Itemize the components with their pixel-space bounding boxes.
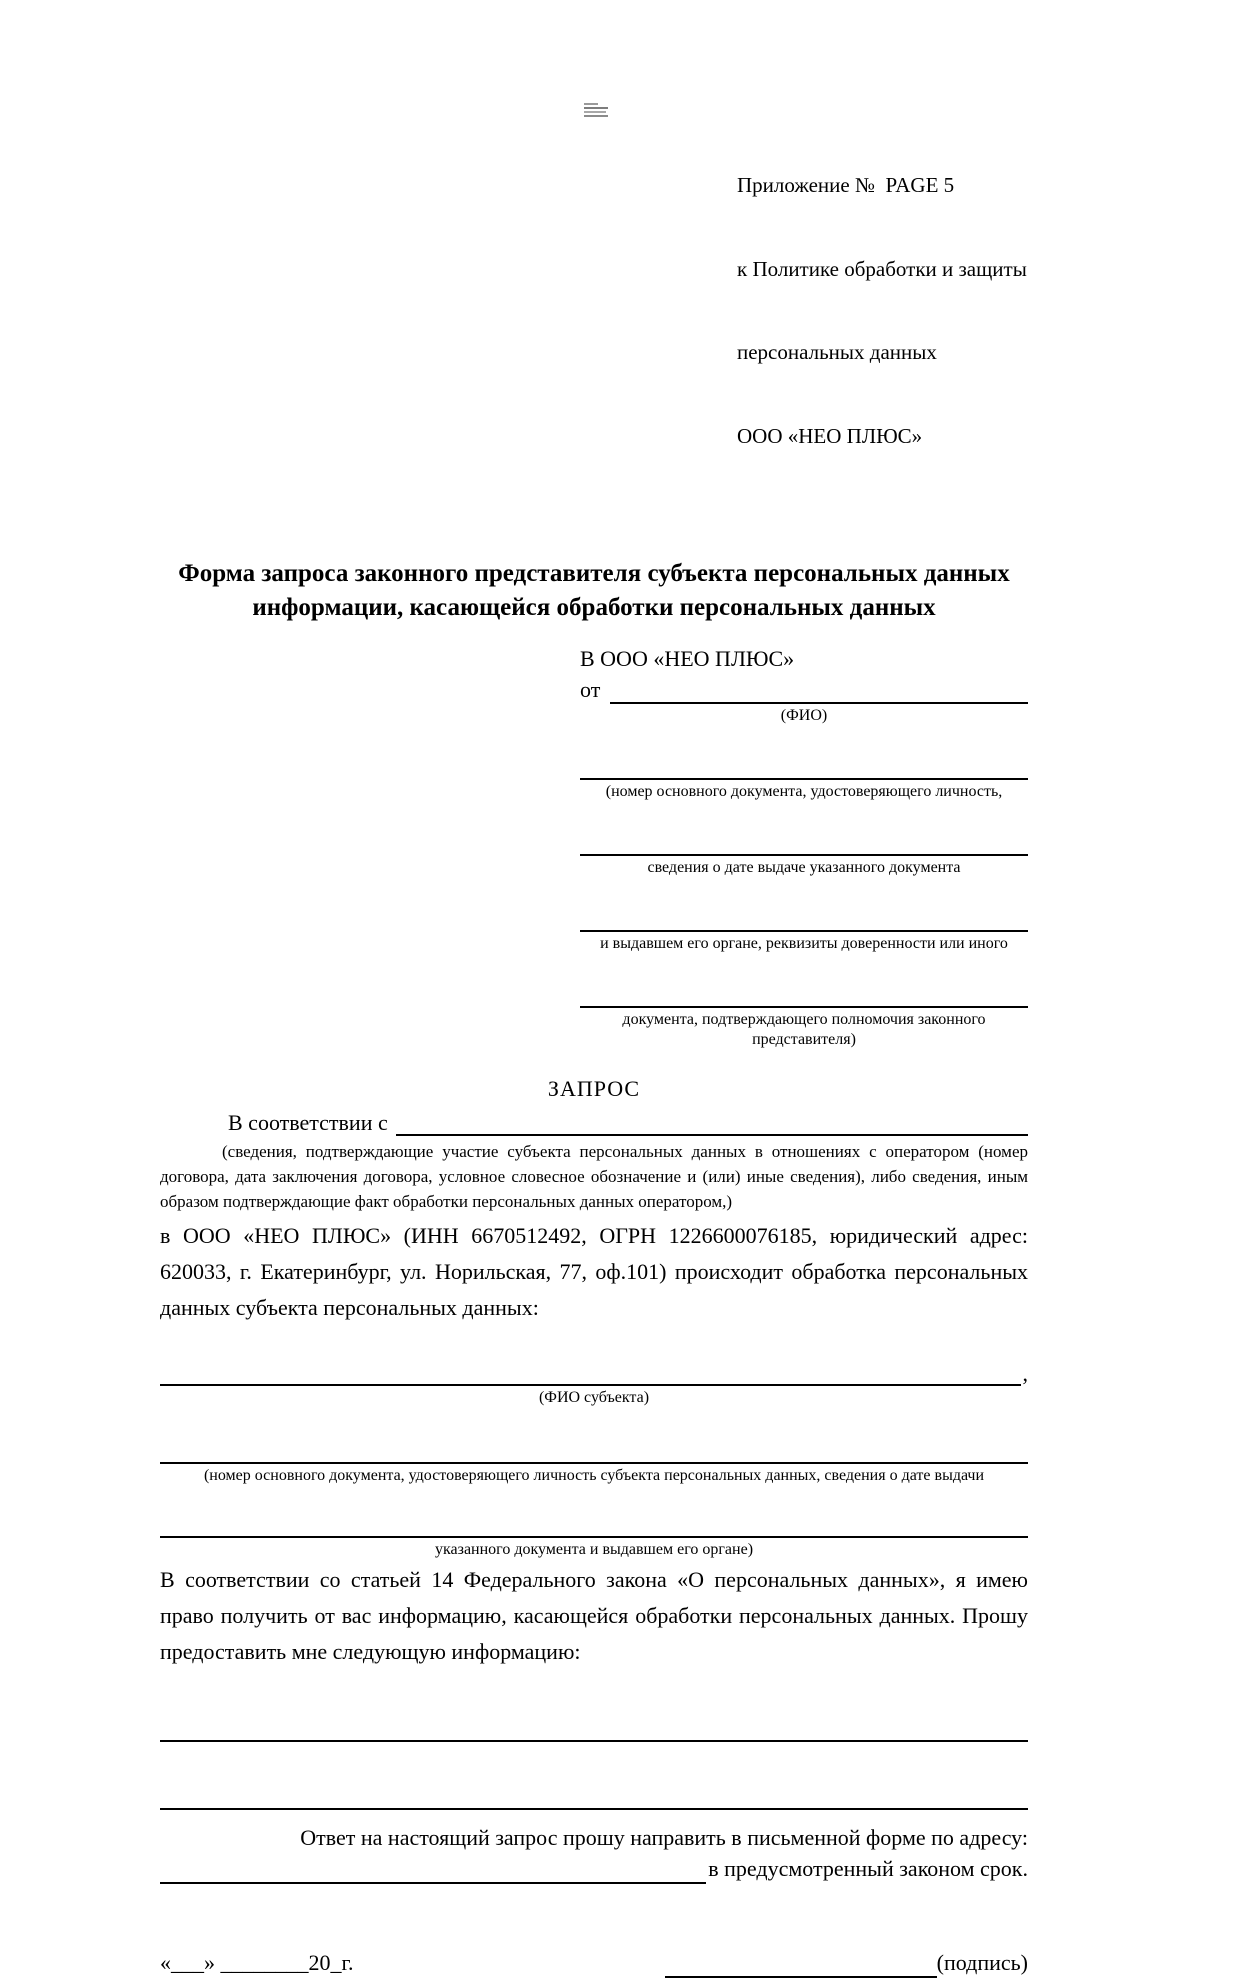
annex-header-line: к Политике обработки и защиты	[737, 256, 1027, 281]
annex-header-line: ООО «НЕО ПЛЮС»	[737, 424, 923, 449]
requested-info-blank-line-1	[160, 1716, 1028, 1742]
from-label: от	[580, 676, 601, 702]
annex-header-line: Приложение № PAGE 5	[737, 172, 955, 197]
document-content	[160, 96, 1028, 1978]
accordance-blank-line	[396, 1110, 1028, 1136]
subject-document-blank-line	[160, 1438, 1028, 1464]
annex-header-line: персональных данных	[737, 340, 937, 365]
annex-header	[737, 116, 1028, 507]
issuing-authority-caption: и выдавшем его органе, реквизиты доверенности или иного	[600, 934, 1008, 952]
accordance-label: В соответствии с	[228, 1109, 388, 1135]
representative-authority-group	[580, 982, 1028, 1050]
date-signature-row	[160, 1948, 1028, 1978]
answer-tail-text: в предусмотренный законом срок.	[708, 1855, 1028, 1881]
from-row	[580, 676, 1028, 704]
answer-address-row	[160, 1854, 1028, 1884]
date-line: «___» ________20_г.	[160, 1949, 354, 1975]
document-number-blank-line	[580, 754, 1028, 780]
document-number-group	[580, 754, 1028, 802]
request-heading: ЗАПРОС	[547, 1075, 641, 1101]
issue-date-caption: сведения о дате выдаче указанного документа	[647, 858, 961, 876]
answer-delivery-line: Ответ на настоящий запрос прошу направить в письменной форме по адресу:	[300, 1824, 1028, 1850]
signature-group	[665, 1948, 1028, 1978]
fio-blank-line	[610, 678, 1028, 704]
requested-info-blank-line-2	[160, 1784, 1028, 1810]
law-paragraph: В соответствии со статьей 14 Федерального закона «О персональных данных», я имею право получить от вас информацию, касающейся обработки персональных данных. Прошу предоставить мне следующую информацию:	[160, 1566, 1028, 1664]
document-number-caption: (номер основного документа, удостоверяющего личность,	[605, 782, 1003, 800]
representative-authority-blank-line	[580, 982, 1028, 1008]
subject-fio-row	[160, 1360, 1028, 1386]
subject-fio-trailing-comma: ,	[1022, 1360, 1028, 1386]
operator-paragraph: в ООО «НЕО ПЛЮС» (ИНН 6670512492, ОГРН 1226600076185, юридический адрес: 620033, г. Екатеринбург, ул. Норильская, 77, оф.101) происходит обработка персональных данных субъекта персональных данных:	[160, 1222, 1028, 1320]
subject-document-group	[160, 1438, 1028, 1486]
icon-row	[160, 96, 1028, 116]
issue-date-blank-line	[580, 830, 1028, 856]
signature-blank-line	[665, 1952, 937, 1978]
answer-address-blank-line	[160, 1858, 706, 1884]
document-title-line: информации, касающейся обработки персональных данных	[252, 594, 936, 622]
addressee-to-line: В ООО «НЕО ПЛЮС»	[580, 645, 795, 671]
subject-authority-caption: указанного документа и выдавшем его органе)	[434, 1540, 754, 1558]
signature-caption: (подпись)	[936, 1949, 1028, 1975]
accordance-row	[160, 1110, 1028, 1136]
accordance-fine-print: (сведения, подтверждающие участие субъекта персональных данных в отношениях с оператором (номер договора, дата заключения договора, условное словесное обозначение и (или) иные сведения), либо сведения, иным образом подтверждающие факт обработки персональных данных оператором,)	[160, 1141, 1028, 1211]
issuing-authority-blank-line	[580, 906, 1028, 932]
document-title	[160, 557, 1028, 626]
fio-caption: (ФИО)	[780, 706, 828, 724]
addressee-block	[580, 644, 1028, 1050]
subject-authority-blank-line	[160, 1512, 1028, 1538]
issue-date-group	[580, 830, 1028, 878]
issuing-authority-group	[580, 906, 1028, 954]
representative-authority-caption: документа, подтверждающего полномочия законного представителя)	[622, 1010, 986, 1048]
subject-fio-blank-line	[160, 1360, 1021, 1386]
document-title-line: Форма запроса законного представителя субъекта персональных данных	[178, 559, 1010, 587]
subject-fio-caption: (ФИО субъекта)	[538, 1388, 650, 1406]
subject-document-caption: (номер основного документа, удостоверяющего личность субъекта персональных данных, сведения о дате выдачи	[203, 1466, 985, 1484]
subject-authority-group	[160, 1512, 1028, 1560]
embedded-object-placeholder-icon	[584, 102, 608, 119]
